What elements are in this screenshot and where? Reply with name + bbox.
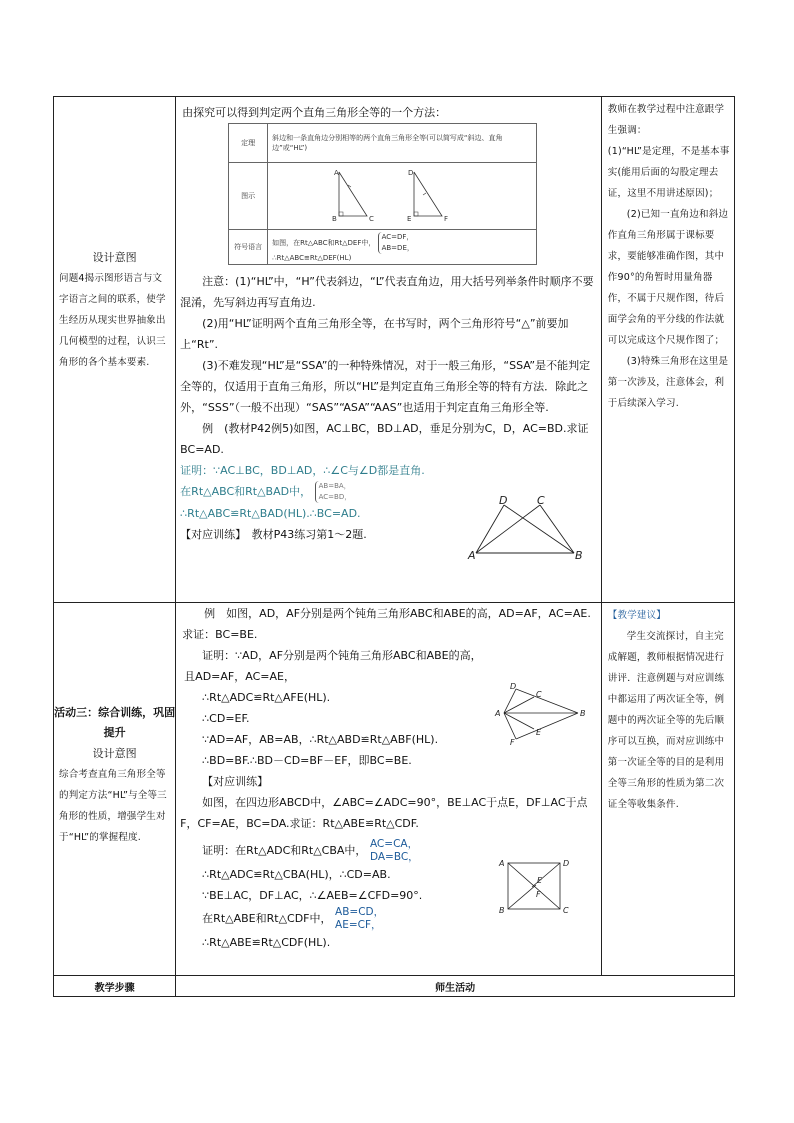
triangle-def — [407, 169, 448, 223]
example-2: 例 如图，AD，AF分别是两个钝角三角形ABC和ABE的高，AD=AF，AC=AE.求证：BC=BE. — [182, 607, 591, 641]
teaching-advice-text: 学生交流探讨，自主完成解题，教师根据情况进行讲评．注意例题与对应训练中都运用了两次证全等，例题中的两次证全等的先后顺序可以互换，而对应训练中第一次证全等的目的是利用全等三角形的性质为第二次证全等收集条件. — [607, 631, 725, 810]
table-row — [54, 976, 735, 997]
symbol-brace — [378, 232, 414, 254]
training-1: 【对应训练】 教材P43练习第1～2题. — [180, 528, 367, 541]
proof-brace-line2: AC=BD， — [318, 493, 352, 501]
example-2-figure — [494, 681, 586, 745]
right-note-1: 教师在教学过程中注意跟学生强调： — [607, 104, 725, 136]
proof-text-2: 在Rt△ABC和Rt△BAD中， — [180, 485, 312, 498]
table-row — [54, 97, 735, 603]
ex2-proof-5: ∵AD=AF，AB=AB，∴Rt△ABD≌Rt△ABF(HL). — [202, 733, 439, 746]
note-2: (2)用“HL”证明两个直角三角形全等，在书写时，两个三角形符号“△”前要加上“Rt”. — [180, 317, 569, 351]
label-c: C — [369, 215, 375, 223]
proof-line-1: 证明：∵AC⊥BC，BD⊥AD，∴∠C与∠D都是直角. — [180, 464, 425, 477]
row2-middle-cell — [176, 603, 602, 976]
row2-left-cell — [54, 603, 176, 976]
figure-row — [229, 163, 537, 230]
ex2-proof-4: ∴CD=EF. — [202, 712, 250, 725]
theorem-row — [229, 124, 537, 163]
training-2-figure — [494, 855, 574, 921]
note-3: (3)不难发现“HL”是“SSA”的一种特殊情况，对于一般三角形，“SSA”是不能判定全等的，仅适用于直角三角形，所以“HL”是判定直角三角形全等的特有方法．除此之外，“SSS”（一般不出现）“SAS”“ASA”“AAS”也适用于判定直角三角形全等. — [180, 359, 591, 414]
activity-title: 活动三：综合训练，巩固提升 — [54, 706, 176, 739]
training-2: 如图，在四边形ABCD中，∠ABC=∠ADC=90°，BE⊥AC于点E，DF⊥AC于点F，CF=AE，BC=DA.求证：Rt△ABE≌Rt△CDF. — [180, 796, 588, 830]
row1-right-cell — [601, 97, 734, 603]
right-note-3: (2)已知一直角边和斜边作直角三角形属于课标要求，要能够准确作图，其中作90°的角暂时用量角器作，不属于尺规作图，待后面学会角的平分线的作法就可以完成这个尺规作图了； — [607, 209, 729, 346]
tr-brace-2-line2: AE=CF， — [335, 919, 382, 931]
fig5-label-d: D — [563, 859, 570, 868]
fig3-label-a: A — [468, 549, 476, 561]
example-figure-abcd — [466, 495, 586, 561]
right-triangles-figure — [272, 166, 532, 224]
fig4-label-c: C — [536, 690, 542, 699]
row1-middle-cell — [176, 97, 602, 603]
right-note-4: (3)特殊三角形在这里是第一次涉及，注意体会，利于后续深入学习. — [607, 356, 729, 409]
label-f: F — [444, 215, 449, 223]
fig4-label-e: E — [536, 728, 542, 737]
ex2-proof-2: 且AD=AF，AC=AE， — [184, 670, 295, 683]
brace-line2: AB=DE， — [381, 244, 414, 252]
label-e: E — [407, 215, 412, 223]
fig5-label-b: B — [499, 906, 505, 915]
symbol-cell — [268, 230, 537, 265]
design-intent-title-2: 设计意图 — [92, 747, 137, 760]
tr-proof-text-4: 在Rt△ABE和Rt△CDF中， — [202, 912, 332, 925]
theorem-text: 斜边和一条直角边分别相等的两个直角三角形全等(可以简写成“斜边、直角边”或“HL”) — [268, 124, 537, 163]
right-note-2: (1)“HL”是定理，不是基本事实(能用后面的勾股定理去证，这里不用讲述原因)； — [607, 146, 730, 199]
proof-brace — [315, 481, 352, 503]
symbol-label: 符号语言 — [229, 230, 268, 265]
intro-text: 由探究可以得到判定两个直角三角形全等的一个方法： — [182, 106, 447, 119]
triangle-abc — [332, 169, 374, 223]
tr-proof-2: ∴Rt△ADC≌Rt△CBA(HL)，∴CD=AB. — [202, 868, 391, 881]
label-b: B — [332, 215, 337, 223]
design-intent-title: 设计意图 — [92, 251, 137, 264]
tr-proof-text-1: 证明：在Rt△ADC和Rt△CBA中， — [202, 844, 367, 857]
design-intent-text: 问题4揭示图形语言与文字语言之间的联系，使学生经历从现实世界抽象出几何模型的过程，认识三角形的各个基本要素. — [59, 273, 166, 368]
fig5-label-e: E — [537, 876, 543, 885]
fig5-label-c: C — [563, 906, 569, 915]
tr-brace-1-line2: DA=BC， — [369, 851, 419, 863]
row1-left-cell — [54, 97, 176, 603]
ex2-proof-1: 证明：∵AD，AF分别是两个钝角三角形ABC和ABE的高， — [202, 649, 482, 662]
fig4-label-d: D — [510, 682, 517, 691]
fig3-label-c: C — [537, 495, 545, 507]
symbol-row — [229, 230, 537, 265]
tr-brace-2-line1: AB=CD， — [335, 906, 385, 918]
label-a: A — [334, 169, 339, 177]
symbol-text2: ∴Rt△ABC≌Rt△DEF(HL) — [272, 254, 352, 262]
tr-brace-1-line1: AC=CA， — [369, 838, 419, 850]
note-1: 注意：(1)“HL”中，“H”代表斜边，“L”代表直角边，用大括号列举条件时顺序不要混淆，先写斜边再写直角边. — [180, 275, 594, 309]
proof-brace-line1: AB=BA， — [318, 482, 351, 490]
training-2-title: 【对应训练】 — [202, 775, 269, 788]
tr-brace-1 — [370, 838, 419, 864]
theorem-table — [228, 123, 537, 265]
table-row — [54, 603, 735, 976]
ex2-proof-3: ∴Rt△ADC≌Rt△AFE(HL). — [202, 691, 331, 704]
proof-line-3: ∴Rt△ABC≌Rt△BAD(HL).∴BC=AD. — [180, 507, 361, 520]
theorem-label: 定理 — [229, 124, 268, 163]
tr-proof-3: ∵BE⊥AC，DF⊥AC，∴∠AEB=∠CFD=90°. — [202, 889, 423, 902]
proof-line-2 — [176, 481, 464, 503]
lesson-table — [53, 96, 735, 997]
fig4-label-f: F — [510, 738, 515, 745]
fig5-label-a: A — [499, 859, 505, 868]
teaching-advice-title: 【教学建议】 — [607, 610, 666, 621]
row2-right-cell — [601, 603, 734, 976]
fig5-label-f: F — [536, 890, 541, 899]
footer-col1: 教学步骤 — [54, 976, 176, 997]
example-1: 例 (教材P42例5)如图，AC⊥BC，BD⊥AD，垂足分别为C，D，AC=BD.求证BC=AD. — [180, 422, 589, 456]
figure-cell — [268, 163, 537, 230]
footer-col2: 师生活动 — [176, 976, 735, 997]
design-intent-text-2: 综合考查直角三角形全等的判定方法“HL”与全等三角形的性质，增强学生对于“HL”的掌握程度. — [59, 769, 167, 843]
symbol-text1: 如图，在Rt△ABC和Rt△DEF中， — [272, 239, 376, 247]
ex2-proof-6: ∴BD=BF.∴BD－CD=BF－EF，即BC=BE. — [202, 754, 412, 767]
figure-label: 图示 — [229, 163, 268, 230]
fig4-label-a: A — [495, 709, 501, 718]
fig3-label-b: B — [575, 549, 583, 561]
fig3-label-d: D — [499, 495, 508, 507]
fig4-label-b: B — [580, 709, 586, 718]
tr-brace-2 — [335, 906, 384, 932]
brace-line1: AC=DF， — [381, 233, 414, 241]
tr-proof-5: ∴Rt△ABE≌Rt△CDF(HL). — [202, 936, 331, 949]
label-d: D — [408, 169, 414, 177]
